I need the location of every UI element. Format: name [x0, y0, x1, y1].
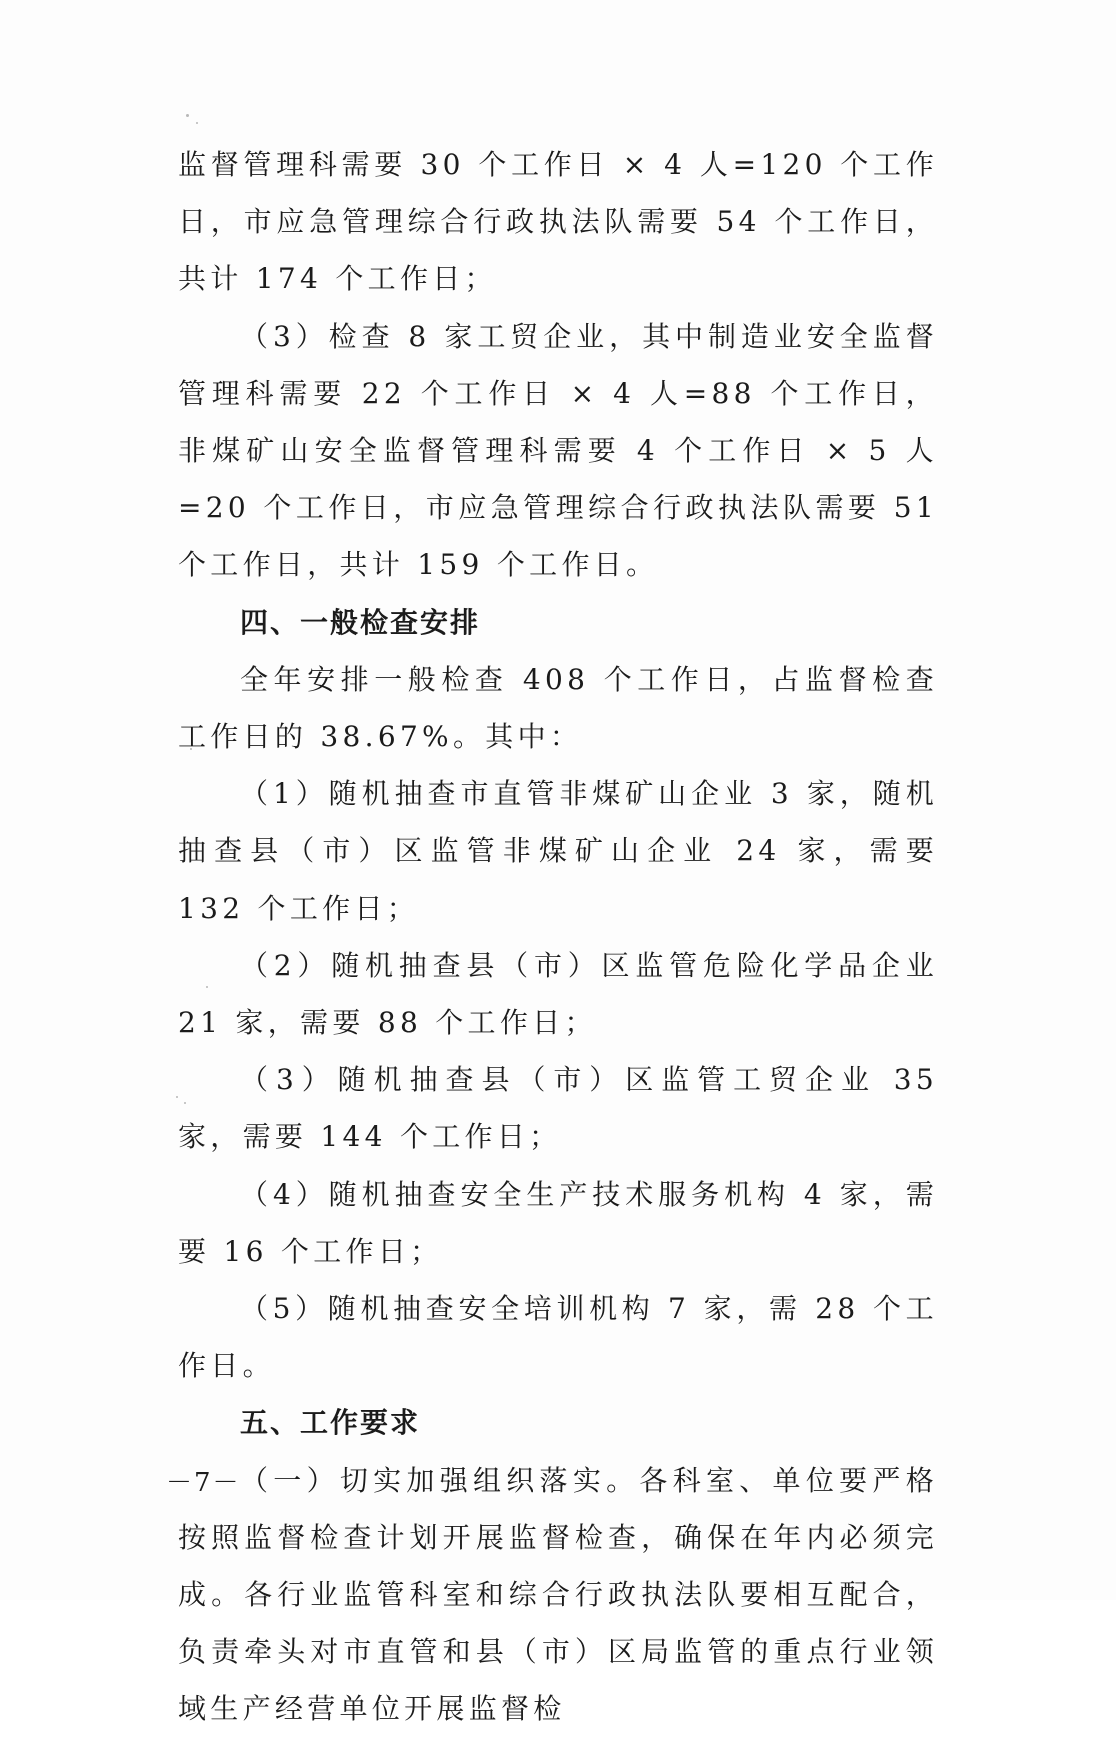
paragraph-item-4: （4）随机抽查安全生产技术服务机构 4 家，需要 16 个工作日； — [178, 1177, 938, 1268]
paragraph-continuation: 监督管理科需要 30 个工作日 × 4 人=120 个工作日，市应急管理综合行政执法队需要 54 个工作日，共计 174 个工作日； — [178, 148, 938, 296]
paragraph-requirement-1: （一）切实加强组织落实。各科室、单位要严格按照监督检查计划开展监督检查，确保在年内必须完成。各行业监管科室和综合行政执法队要相互配合，负责牵头对市直管和县（市）区局监管的重点行业领域生产经营单位开展监督检 — [178, 1463, 938, 1726]
paragraph-item-5: （5）随机抽查安全培训机构 7 家，需 28 个工作日。 — [178, 1292, 938, 1383]
paragraph-item-3: （3）随机抽查县（市）区监管工贸企业 35 家，需要 144 个工作日； — [178, 1063, 938, 1154]
section-heading-general-inspection: 四、一般检查安排 — [240, 605, 481, 639]
section-heading-work-requirements: 五、工作要求 — [240, 1406, 421, 1440]
paragraph-item-2: （2）随机抽查县（市）区监管危险化学品企业 21 家，需要 88 个工作日； — [178, 948, 938, 1040]
scan-speck — [196, 122, 198, 124]
paragraph-general-inspection-summary: 全年安排一般检查 408 个工作日，占监督检查工作日的 38.67%。其中： — [178, 662, 938, 754]
document-body — [178, 136, 938, 1738]
scan-speck — [186, 114, 189, 117]
paragraph-item-3-inspection: （3）检查 8 家工贸企业，其中制造业安全监督管理科需要 22 个工作日 × 4 人=88 个工作日，非煤矿山安全监督管理科需要 4 个工作日 × 5 人=20 个工作日，市应急管理综合行政执法队需要 51 个工作日，共计 159 个工作日。 — [178, 319, 938, 582]
paragraph-item-1: （1）随机抽查市直管非煤矿山企业 3 家，随机抽查县（市）区监管非煤矿山企业 24 家，需要 132 个工作日； — [178, 777, 938, 925]
page-number: －7－ — [166, 1468, 241, 1498]
